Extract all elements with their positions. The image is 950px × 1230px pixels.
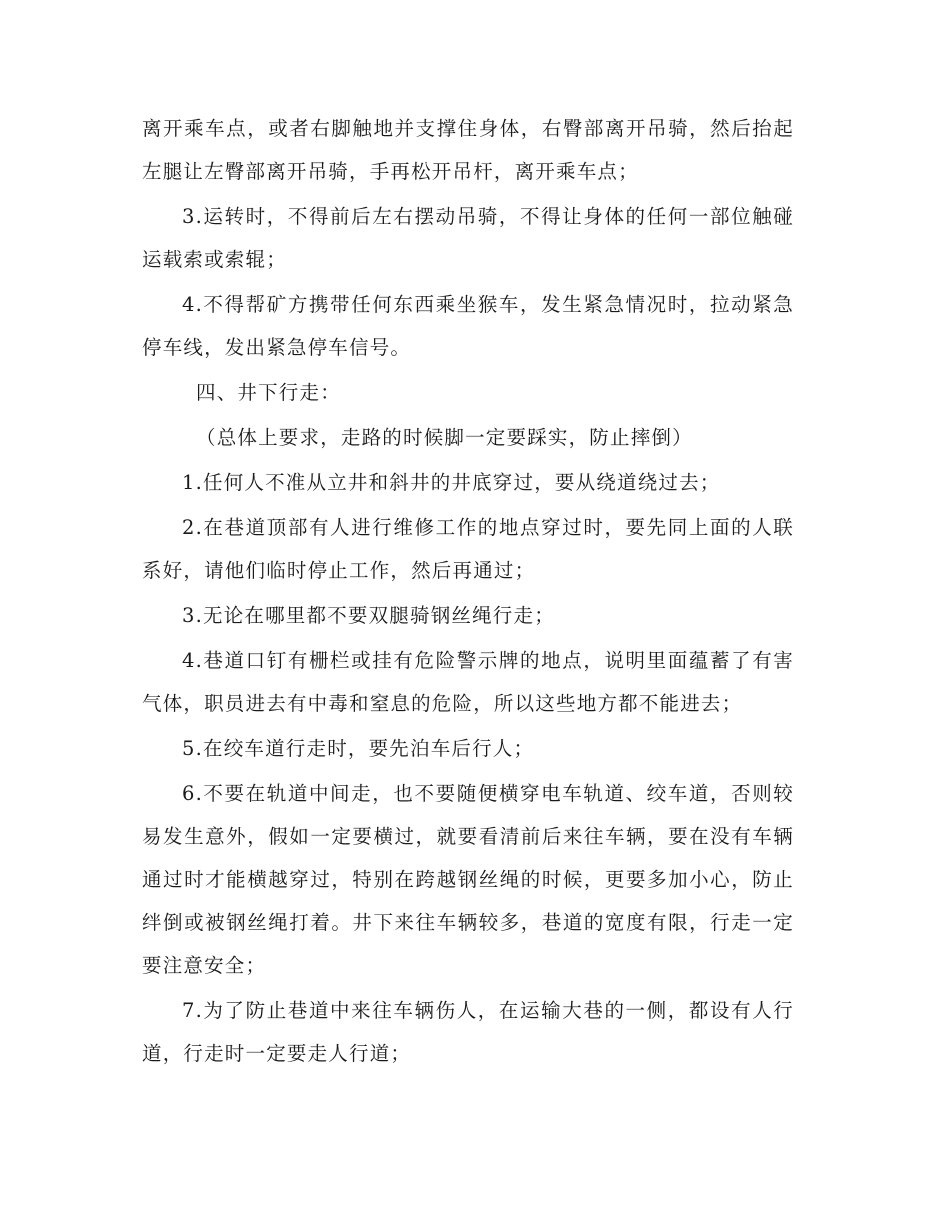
- document-body: [142, 107, 794, 1077]
- paragraph-item-4-riding: 4.不得帮矿方携带任何东西乘坐猴车，发生紧急情况时，拉动紧急停车线，发出紧急停车信号。: [142, 293, 794, 359]
- section-general-requirement: （总体上要求，走路的时候脚一定要踩实，防止摔倒）: [196, 426, 693, 449]
- paragraph-item-6-walking: 6.不要在轨道中间走，也不要随便横穿电车轨道、绞车道，否则较易发生意外，假如一定要横过，就要看清前后来往车辆，要在没有车辆通过时才能横越穿过，特别在跨越钢丝绳的时候，更要多加小心，防止绊倒或被钢丝绳打着。井下来往车辆较多，巷道的宽度有限，行走一定要注意安全；: [142, 782, 794, 977]
- paragraph-item-7-walking: 7.为了防止巷道中来往车辆伤人，在运输大巷的一侧，都设有人行道，行走时一定要走人行道；: [142, 999, 794, 1065]
- paragraph-item-4-walking: 4.巷道口钉有栅栏或挂有危险警示牌的地点，说明里面蕴蓄了有害气体，职员进去有中毒和窒息的危险，所以这些地方都不能进去；: [142, 649, 794, 715]
- paragraph-item-1-walking: 1.任何人不准从立井和斜井的井底穿过，要从绕道绕过去；: [182, 471, 721, 494]
- paragraph-item-3-riding: 3.运转时，不得前后左右摆动吊骑，不得让身体的任何一部位触碰运载索或索辊；: [142, 205, 794, 271]
- paragraph-item-5-walking: 5.在绞车道行走时，要先泊车后行人；: [182, 737, 535, 760]
- paragraph-item-3-walking: 3.无论在哪里都不要双腿骑钢丝绳行走；: [182, 604, 555, 627]
- section-heading-underground-walking: 四、井下行走：: [196, 381, 341, 404]
- paragraph-item-2-walking: 2.在巷道顶部有人进行维修工作的地点穿过时，要先同上面的人联系好，请他们临时停止工作，然后再通过；: [142, 516, 794, 582]
- paragraph-continuation: 离开乘车点，或者右脚触地并支撑住身体，右臀部离开吊骑，然后抬起左腿让左臀部离开吊骑，手再松开吊杆，离开乘车点；: [142, 117, 794, 183]
